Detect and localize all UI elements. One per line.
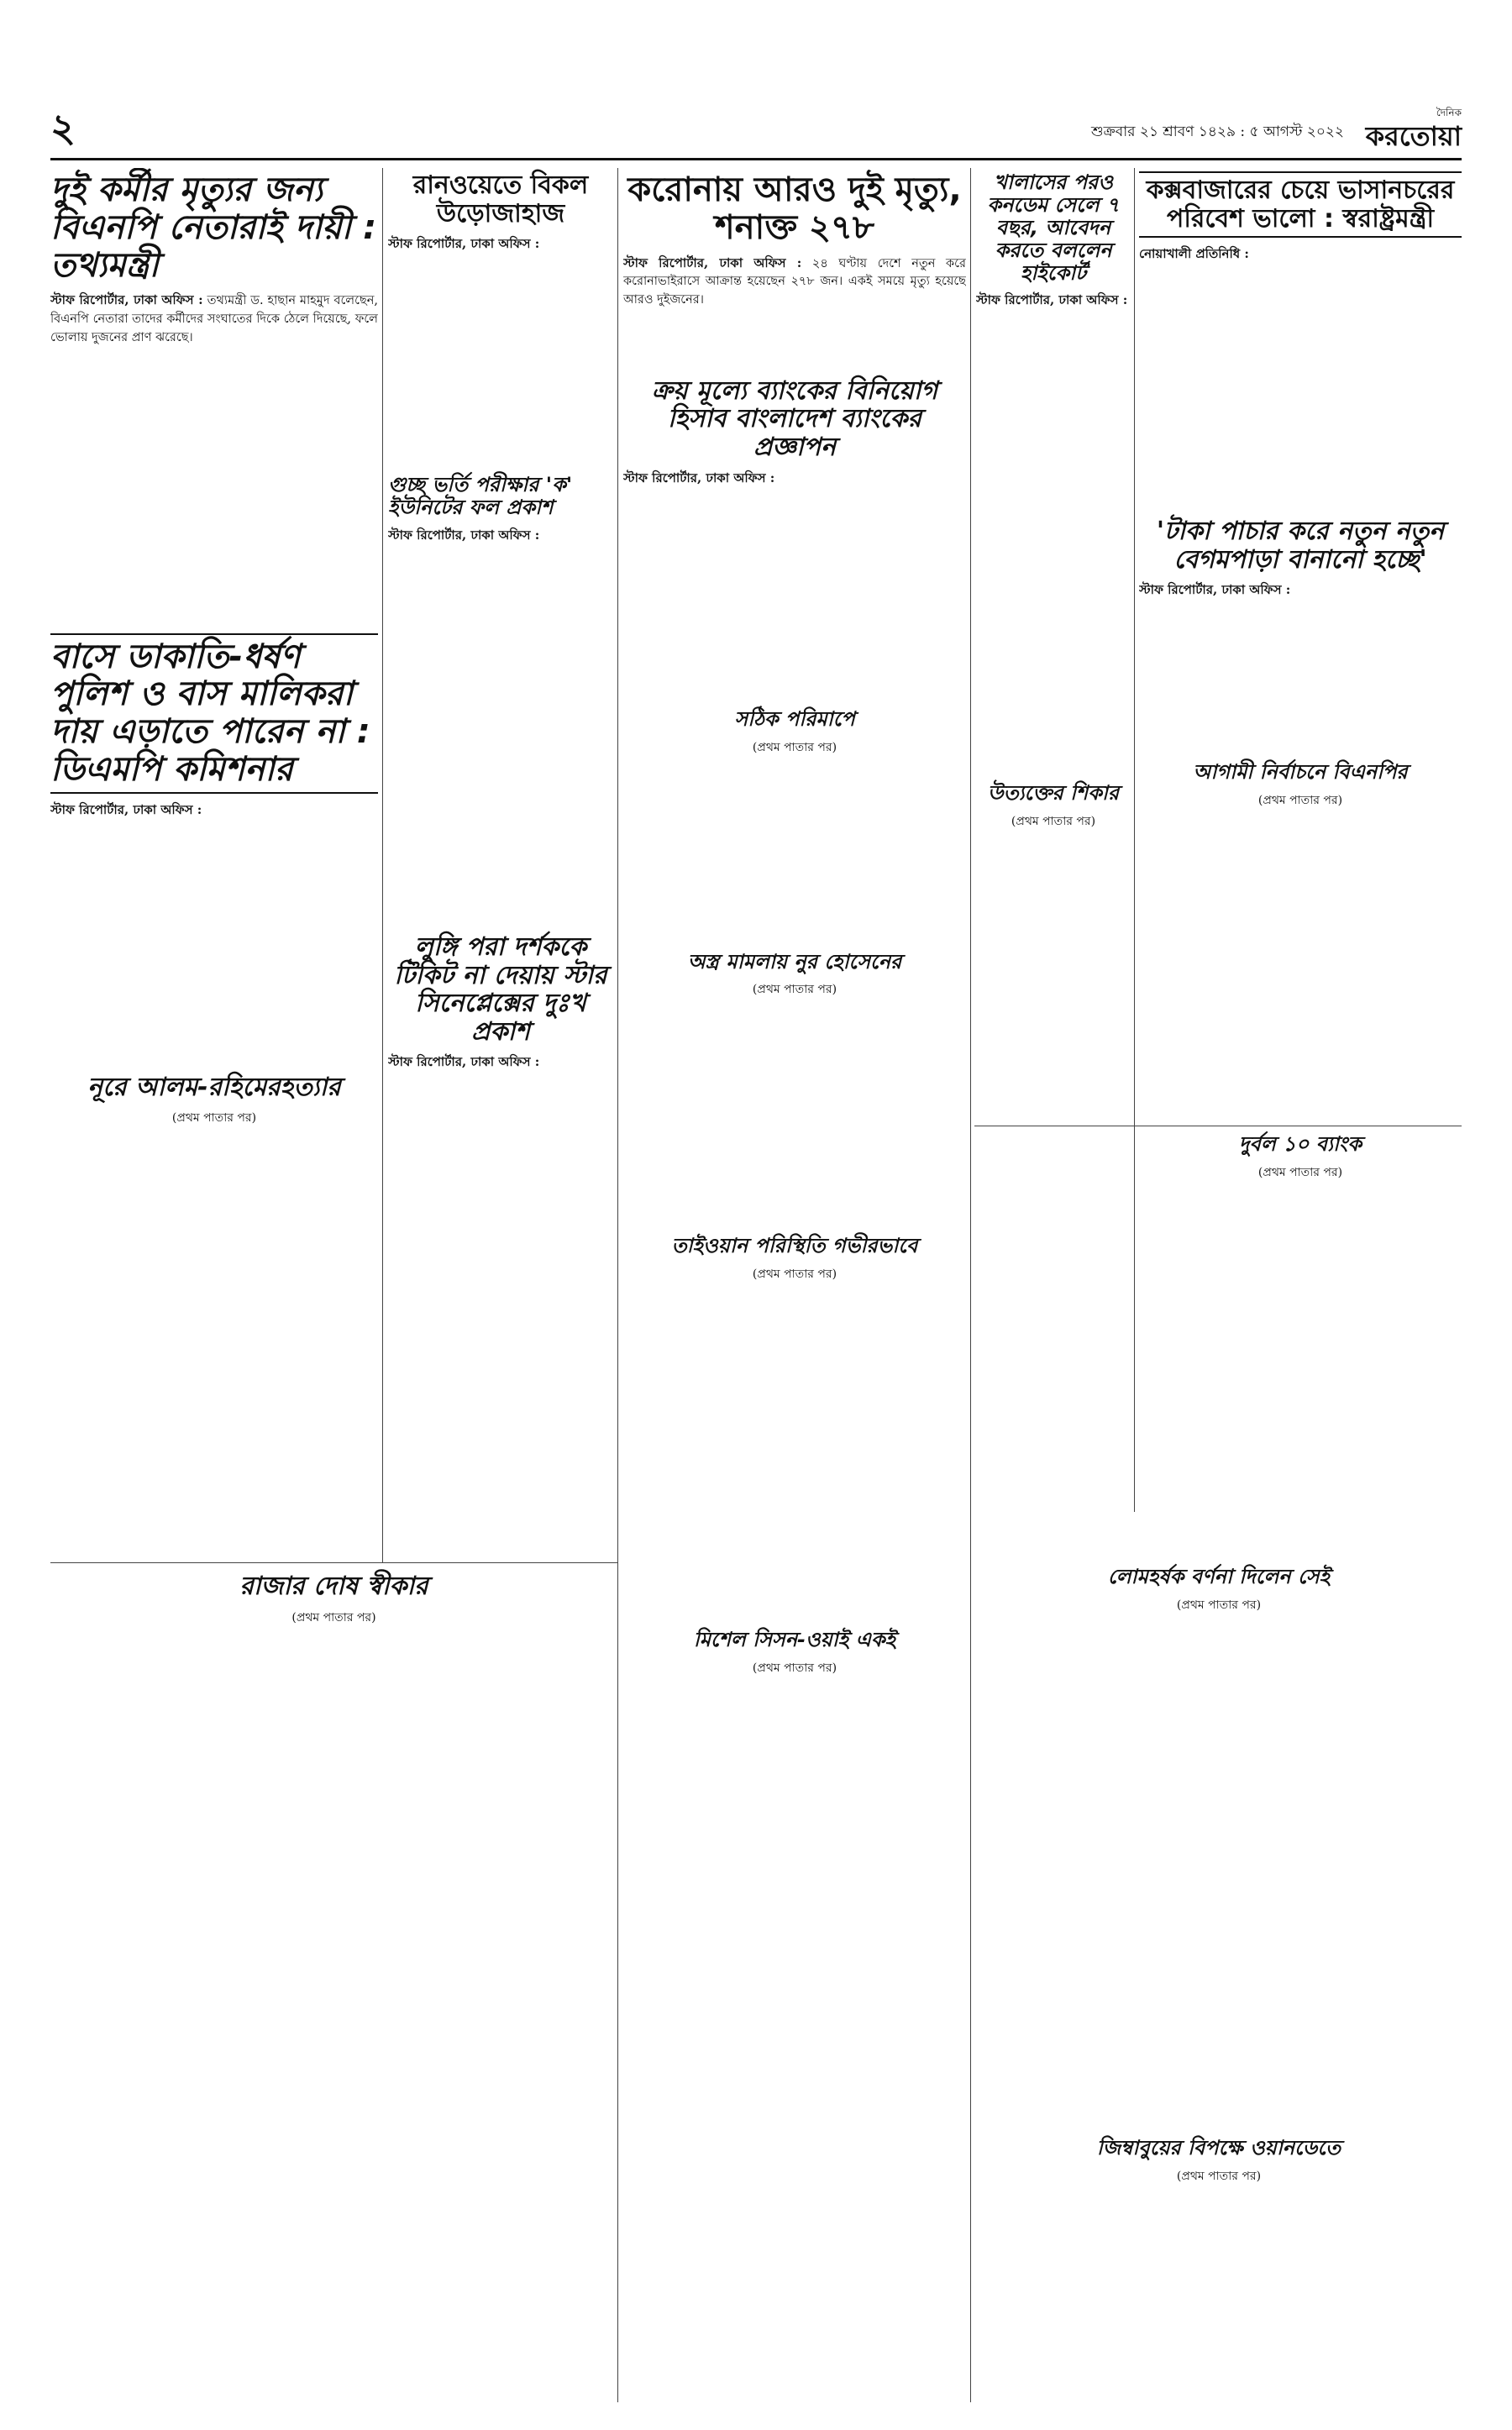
headline: ক্রয় মূল্যে ব্যাংকের বিনিয়োগ হিসাব বাংলাদেশ ব্যাংকের প্রজ্ঞাপন: [651, 375, 938, 463]
headline: সঠিক পরিমাপে: [734, 706, 855, 731]
article-correct-measure: [623, 708, 966, 758]
continued-label: (প্রথম পাতার পর): [1257, 794, 1343, 808]
column-rule: [617, 168, 618, 2402]
continued-label: (প্রথম পাতার পর): [291, 1610, 376, 1624]
article-michelle: [623, 1629, 966, 1678]
headline: তাইওয়ান পরিস্থিতি গভীরভাবে: [671, 1234, 918, 1258]
byline: স্টাফ রিপোর্টার, ঢাকা অফিস :: [50, 292, 203, 308]
byline: স্টাফ রিপোর্টার, ঢাকা অফিস :: [1139, 582, 1291, 598]
headline: লুঙ্গি পরা দর্শককে টিকিট না দেয়ায় স্টার সিনেপ্লেক্সের দুঃখ প্রকাশ: [394, 932, 607, 1047]
continued-label: (প্রথম পাতার পর): [752, 983, 837, 997]
newspaper-logo: [1352, 106, 1462, 151]
article-zimbabwe: [976, 2133, 1462, 2402]
byline: স্টাফ রিপোর্টার, ঢাকা অফিস :: [388, 1054, 540, 1070]
continued-label: (প্রথম পাতার পর): [752, 1267, 837, 1282]
page-number: ২: [50, 105, 76, 150]
headline: জিম্বাবুয়ের বিপক্ষে ওয়ানডেতে: [1096, 2136, 1341, 2160]
article-text: ২৪ ঘণ্টায় দেশে নতুন করে করোনাভাইরাসে আক্রান্ত হয়েছেন ২৭৮ জন। একই সময়ে মৃত্যু হয়েছে আরও দুইজনের।: [623, 256, 966, 307]
article-taiwan: [623, 1235, 966, 1284]
article-bhasanchar: [1139, 171, 1462, 265]
issue-date: শুক্রবার ২১ শ্রাবণ ১৪২৯ : ৫ আগস্ট ২০২২: [1090, 123, 1344, 140]
article-text: তথ্যমন্ত্রী ড. হাছান মাহমুদ বলেছেন, বিএনপি নেতারা তাদের কর্মীদের সংঘাতের দিকে ঠেলে দিয়েছে, ফলে ভোলায় দুজনের প্রাণ ঝরেছে।: [50, 294, 378, 344]
continued-label: (প্রথম পাতার পর): [171, 1111, 257, 1126]
headline: বাসে ডাকাতি-ধর্ষণ পুলিশ ও বাস মালিকরা দায় এড়াতে পারেন না : ডিএমপি কমিশনার: [50, 633, 378, 794]
article-body: [50, 291, 378, 347]
article-body: [623, 254, 966, 310]
byline: স্টাফ রিপোর্টার, ঢাকা অফিস :: [976, 292, 1128, 308]
article-bnp-election: [1139, 761, 1462, 811]
byline: নোয়াখালী প্রতিনিধি :: [1139, 246, 1249, 262]
headline: রাজার দোষ স্বীকার: [239, 1572, 428, 1601]
byline: স্টাফ রিপোর্টার, ঢাকা অফিস :: [50, 801, 202, 817]
article-information-minister: [50, 171, 378, 348]
byline: স্টাফ রিপোর্টার, ঢাকা অফিস :: [623, 470, 775, 485]
masthead: [50, 99, 1462, 160]
continued-label: (প্রথম পাতার পর): [1176, 1598, 1262, 1612]
byline: স্টাফ রিপোর্টার, ঢাকা অফিস :: [388, 236, 540, 252]
article-dmp-commissioner: [50, 633, 378, 821]
headline: মিশেল সিসন-ওয়াই একই: [693, 1628, 896, 1652]
headline: করোনায় আরও দুই মৃত্যু, শনাক্ত ২৭৮: [627, 171, 962, 247]
headline: নূরে আলম-রহিমেরহত্যার: [87, 1072, 341, 1102]
column-center: [623, 168, 966, 2402]
logo-text: করতোয়া: [1365, 120, 1462, 152]
article-admission-result: [388, 474, 613, 547]
logo-small-text: দৈনিক: [1436, 107, 1462, 118]
headline: উত্যক্তের শিকার: [987, 781, 1120, 806]
article-airplane: [388, 171, 613, 255]
headline: দুই কর্মীর মৃত্যুর জন্য বিএনপি নেতারাই দায়ী : তথ্যমন্ত্রী: [50, 171, 377, 285]
column-rule: [382, 168, 383, 1562]
continued-label: (প্রথম পাতার পর): [752, 1661, 837, 1676]
byline: স্টাফ রিপোর্টার, ঢাকা অফিস :: [388, 527, 540, 543]
article-money-laundering: [1139, 517, 1462, 601]
article-condemned-cell: [976, 171, 1131, 312]
column-rule: [1134, 168, 1135, 1512]
article-nur-hossain: [623, 951, 966, 1000]
byline: স্টাফ রিপোর্টার, ঢাকা অফিস :: [623, 255, 802, 270]
article-bank-investment: [623, 377, 966, 490]
headline: কক্সবাজারের চেয়ে ভাসানচরের পরিবেশ ভালো : স্বরাষ্ট্রমন্ত্রী: [1139, 171, 1462, 238]
continued-label: (প্রথম পাতার পর): [1011, 815, 1096, 829]
headline: অস্ত্র মামলায় নুর হোসেনের: [687, 949, 902, 974]
headline: দুর্বল ১০ ব্যাংক: [1238, 1132, 1362, 1156]
column-right: [1139, 168, 1462, 1126]
continued-label: (প্রথম পাতার পর): [752, 740, 837, 754]
headline: রানওয়েতে বিকল উড়োজাহাজ: [412, 171, 589, 228]
column-rule: [970, 168, 971, 2402]
headline: গুচ্ছ ভর্তি পরীক্ষার 'ক' ইউনিটের ফল প্রকাশ: [388, 473, 573, 520]
article-nure-alam: [50, 1073, 378, 1129]
column-fourth: [976, 168, 1131, 1117]
headline: খালাসের পরও কনডেম সেলে ৭ বছর, আবেদন করতে বললেন হাইকোর্ট: [987, 171, 1120, 285]
column-left: [50, 168, 378, 1554]
article-star-cineplex: [388, 933, 613, 1073]
article-raja-confession: [50, 1569, 617, 2325]
continued-label: (প্রথম পাতার পর): [1257, 1165, 1343, 1179]
headline: লোমহর্ষক বর্ণনা দিলেন সেই: [1107, 1565, 1331, 1588]
section-rule: [50, 1562, 617, 1563]
continued-label: (প্রথম পাতার পর): [1176, 2169, 1262, 2183]
headline: আগামী নির্বাচনে বিএনপির: [1193, 760, 1408, 785]
article-corona: [623, 171, 966, 310]
article-weak-banks: [1139, 1130, 1462, 1550]
column-second: [388, 168, 613, 1554]
article-harassment: [976, 782, 1131, 832]
headline: 'টাকা পাচার করে নতুন নতুন বেগমপাড়া বানানো হচ্ছে': [1156, 517, 1445, 575]
article-lomharshak: [976, 1562, 1462, 1814]
